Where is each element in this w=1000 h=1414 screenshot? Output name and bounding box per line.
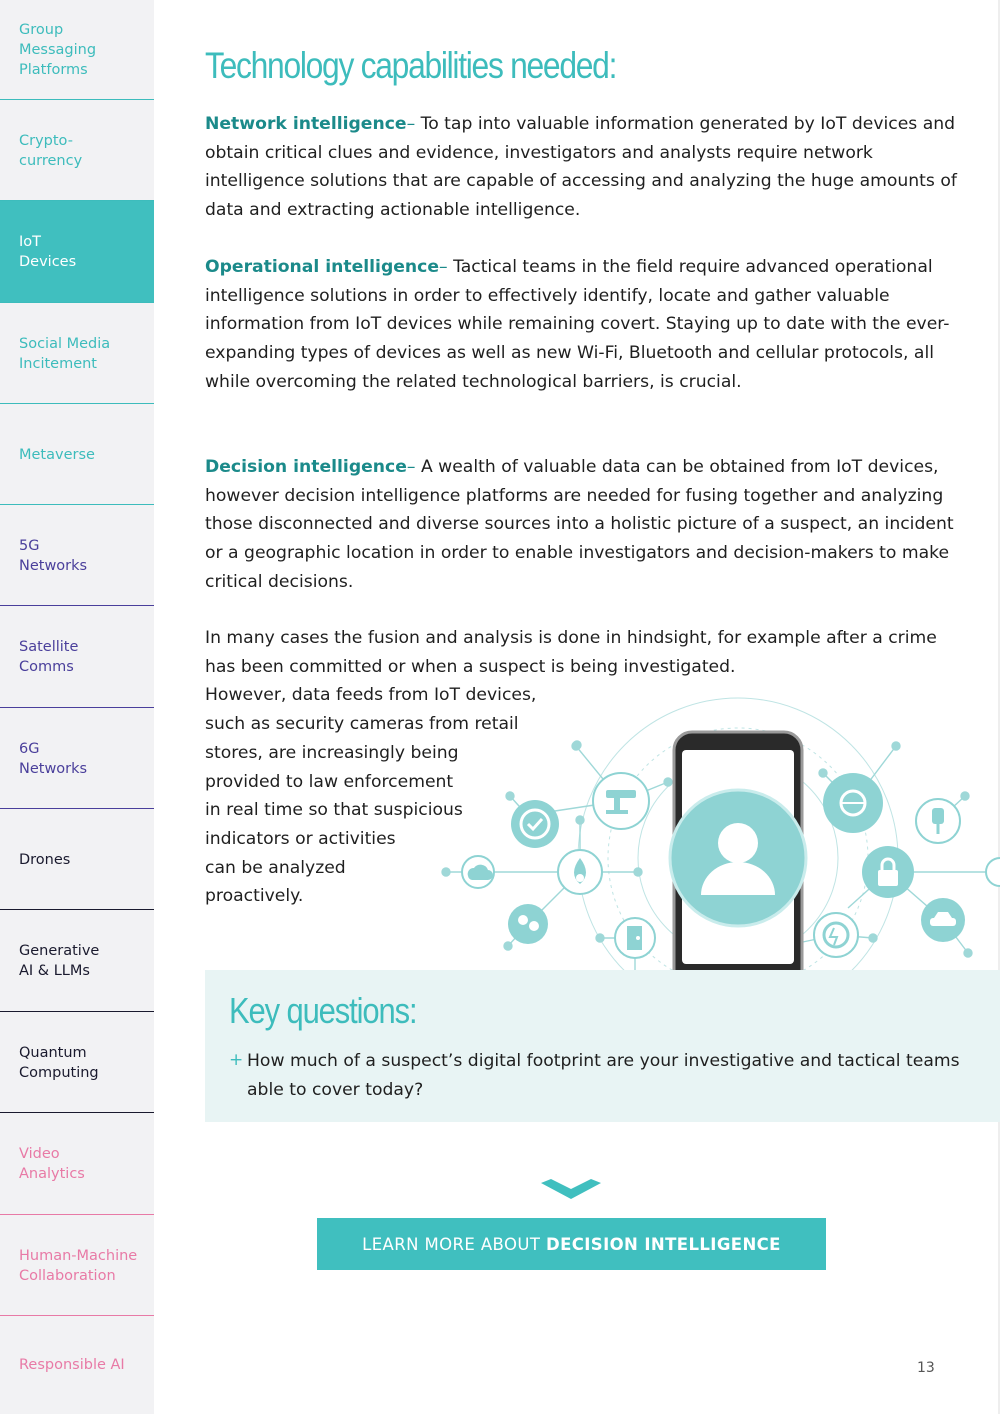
section-lead: Network intelligence <box>205 114 407 134</box>
smartphone-icon <box>670 732 806 994</box>
section-lead: Operational intelligence <box>205 257 439 277</box>
sidebar-item-social-media[interactable]: Social Media Incitement <box>19 335 111 372</box>
closing-line: proactively. <box>205 886 304 907</box>
closing-line: indicators or activities <box>205 828 396 849</box>
sidebar-item-drones[interactable]: Drones <box>19 851 71 868</box>
sidebar-item-6g-networks[interactable]: 6G Networks <box>19 740 88 777</box>
closing-intro: In many cases the fusion and analysis is done in hindsight, for example after a crime has been committed or when a suspect is being investigated. <box>205 628 937 677</box>
sidebar-item-metaverse[interactable]: Metaverse <box>19 446 95 463</box>
sidebar-item-5g-networks[interactable]: 5G Networks <box>19 537 88 574</box>
key-question-item: How much of a suspect’s digital footprint are your investigative and tactical teams able to cover today? <box>247 1051 960 1100</box>
sidebar-item-generative-ai[interactable]: Generative AI & LLMs <box>19 942 100 979</box>
closing-line: such as security cameras from retail <box>205 714 519 735</box>
cta-emphasis: DECISION INTELLIGENCE <box>545 1234 781 1254</box>
sidebar-item-human-machine[interactable]: Human-Machine Collaboration <box>19 1247 138 1284</box>
plus-bullet-icon: + <box>229 1050 244 1070</box>
chevron-down-icon <box>541 1177 601 1203</box>
closing-line: provided to law enforcement <box>205 771 454 792</box>
learn-more-button[interactable] <box>317 1218 826 1270</box>
section-separator: – <box>406 114 421 134</box>
section-text: Tactical teams in the field require advanced operational intelligence solutions in order to effectively identify, locate and gather valuable information from IoT devices while remaining covert. Staying up to date with the ever-expanding types of devices as well as new Wi-Fi, Bluetooth and cellular protocols, all while overcoming the related technological barriers, is crucial. <box>205 257 950 392</box>
closing-line: can be analyzed <box>205 857 346 878</box>
sidebar-item-group-messaging[interactable]: Group Messaging Platforms <box>19 22 97 78</box>
section-network-intelligence <box>205 110 965 225</box>
sidebar-item-video-analytics[interactable]: Video Analytics <box>19 1145 85 1182</box>
closing-line: However, data feeds from IoT devices, <box>205 685 537 706</box>
sidebar-item-quantum-computing[interactable]: Quantum Computing <box>19 1044 99 1081</box>
section-separator: – <box>439 257 454 277</box>
chapter-sidebar <box>0 0 154 1414</box>
closing-line: stores, are increasingly being <box>205 742 459 763</box>
section-text: To tap into valuable information generated by IoT devices and obtain critical clues and evidence, investigators and analysts require network intelligence solutions that are capable of accessing and analyzing the huge amounts of data and extracting actionable intelligence. <box>205 114 957 221</box>
page-number: 13 <box>917 1360 935 1376</box>
key-questions-box <box>205 970 1000 1122</box>
section-text: A wealth of valuable data can be obtained from IoT devices, however decision intelligence platforms are needed for fusing together and analyzing those disconnected and diverse sources into a holistic picture of a suspect, an incident or a geographic location in order to enable investigators and decision-makers to make critical decisions. <box>205 457 954 592</box>
cta-prefix: LEARN MORE ABOUT <box>362 1234 546 1254</box>
section-lead: Decision intelligence <box>205 457 407 477</box>
sidebar-item-iot-devices[interactable]: IoT Devices <box>0 201 154 302</box>
section-decision-intelligence <box>205 453 965 597</box>
page-title: Technology capabilities needed: <box>205 45 617 86</box>
key-questions-title: Key questions: <box>229 990 417 1031</box>
sidebar-item-responsible-ai[interactable]: Responsible AI <box>19 1357 125 1373</box>
sidebar-item-cryptocurrency[interactable]: Crypto- currency <box>19 132 83 169</box>
sidebar-item-satellite-comms[interactable]: Satellite Comms <box>19 638 79 675</box>
section-operational-intelligence <box>205 253 965 397</box>
section-separator: – <box>406 457 421 477</box>
closing-line: in real time so that suspicious <box>205 800 463 821</box>
